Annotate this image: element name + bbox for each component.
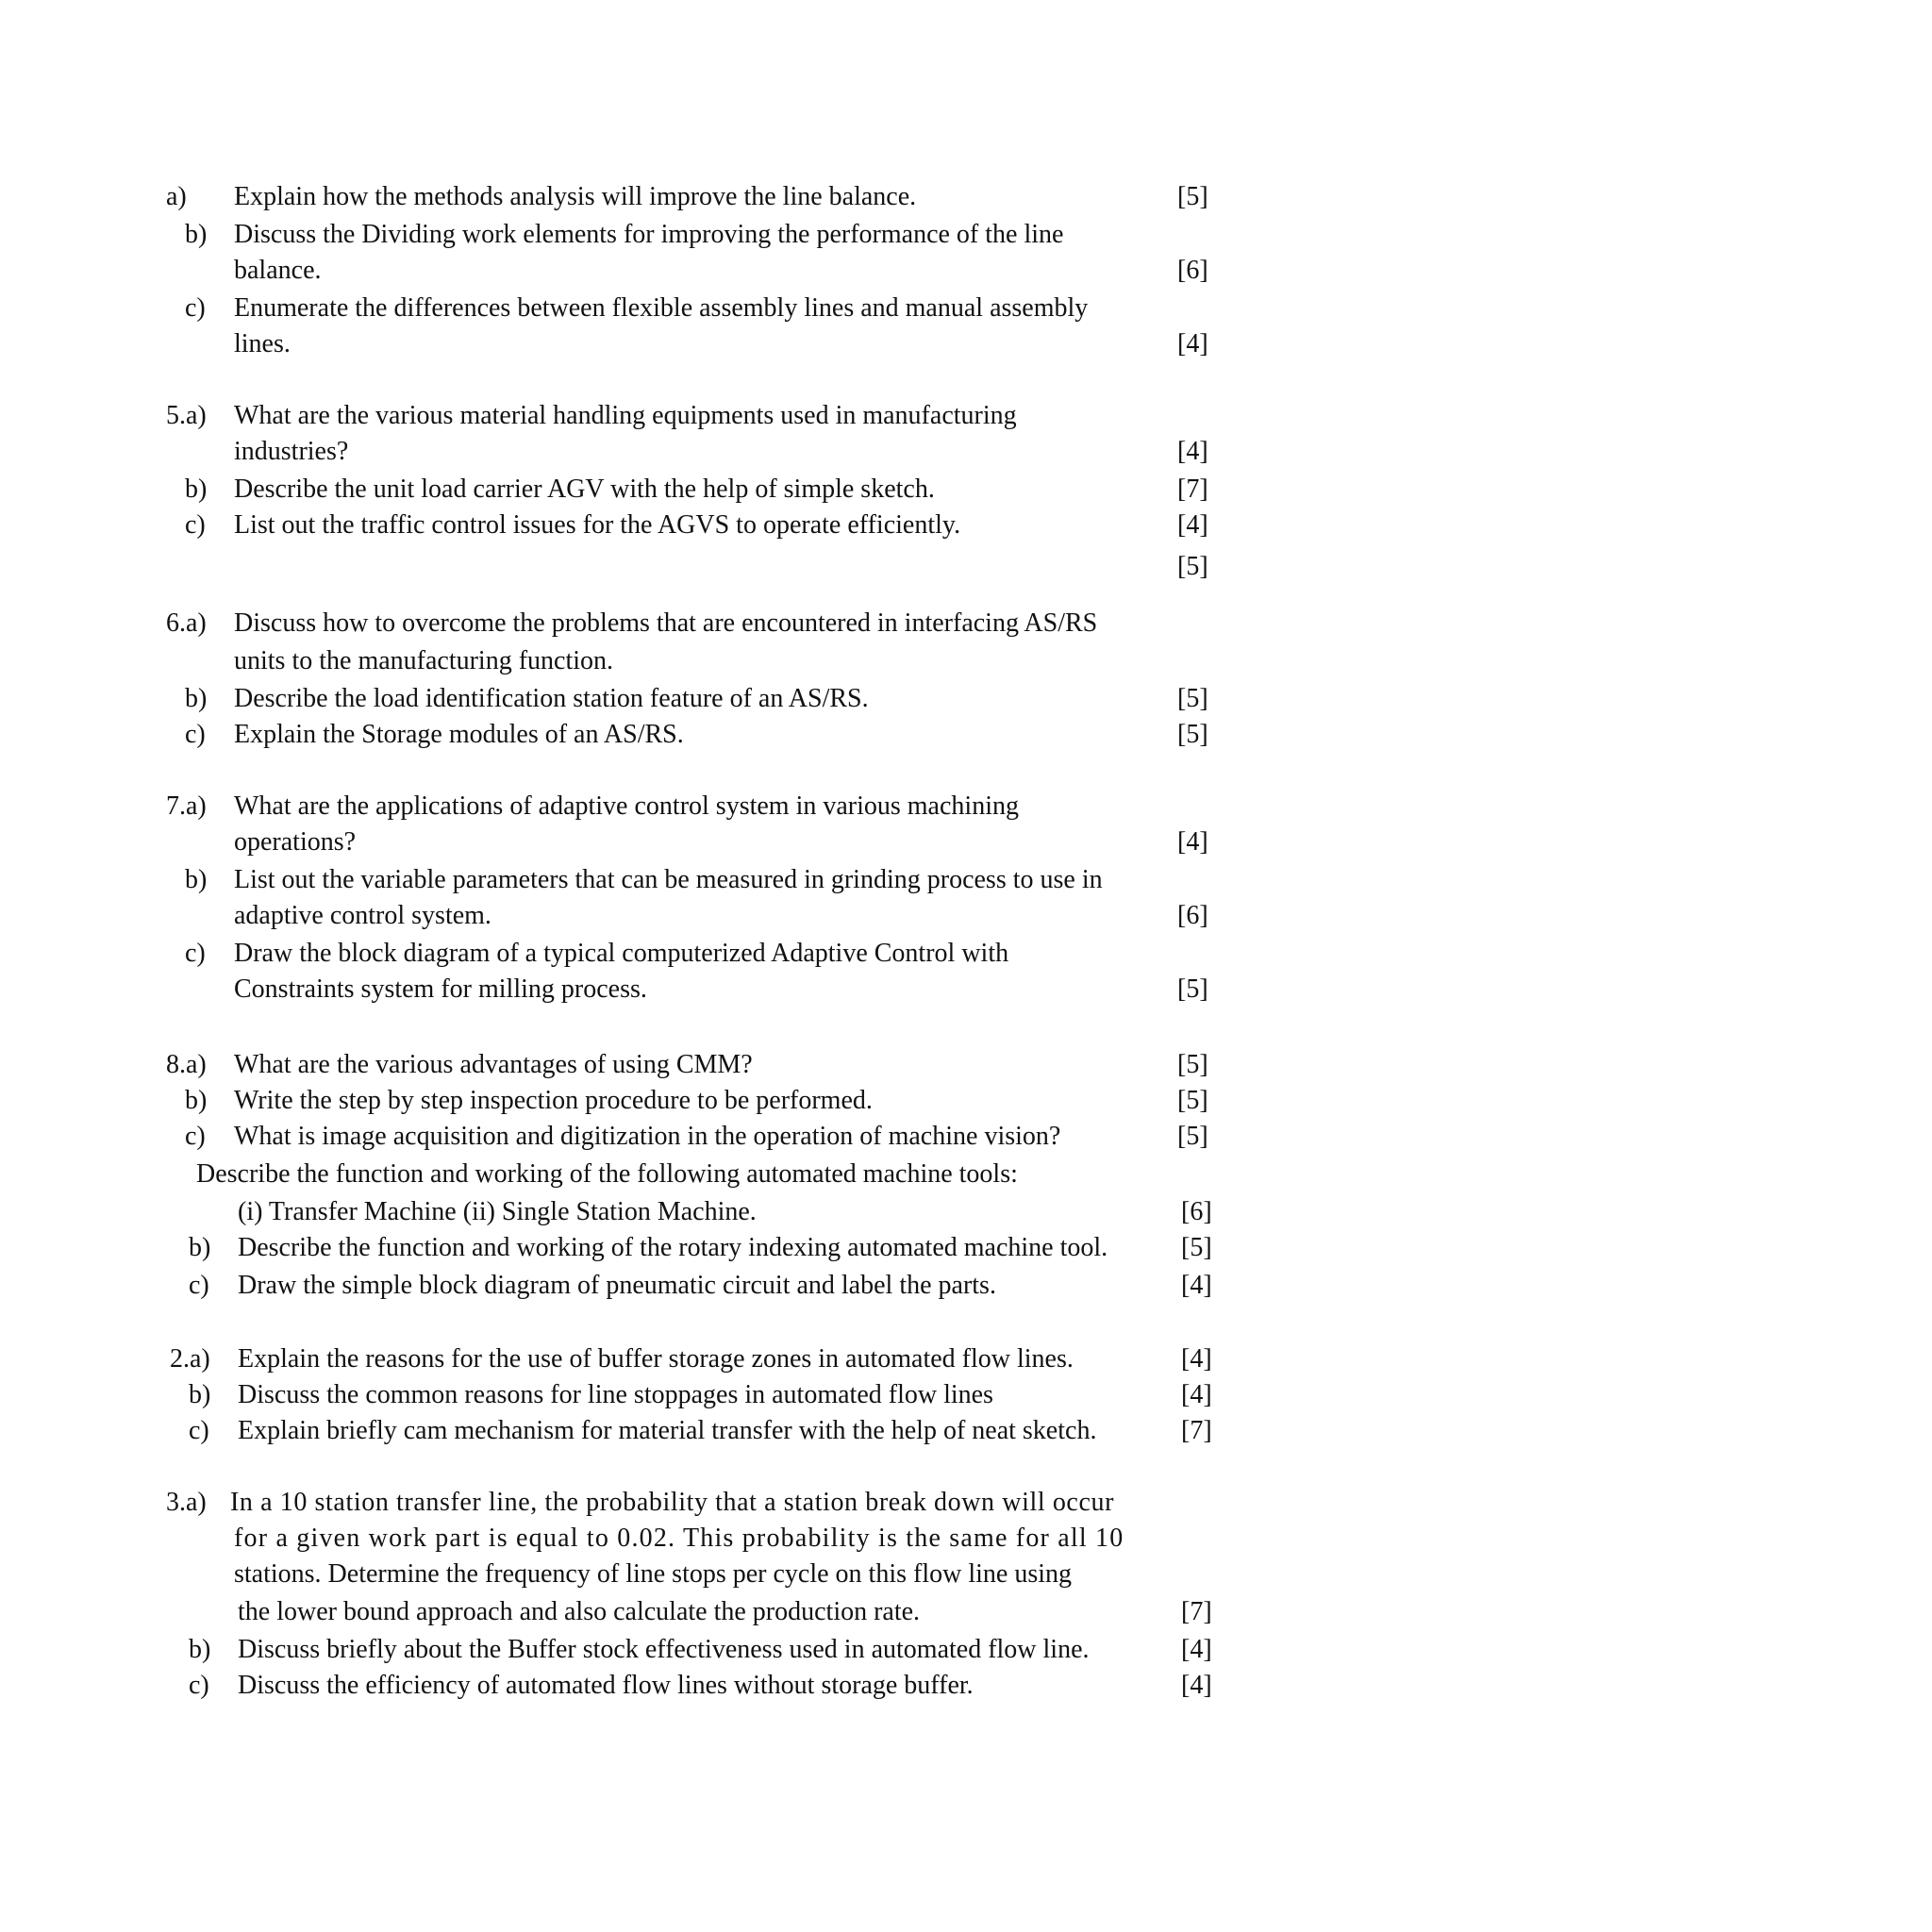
- question-text: Describe the function and working of the following automated machine tools:: [196, 1159, 1018, 1189]
- question-marks: [4]: [1181, 1271, 1212, 1300]
- question-text: Describe the function and working of the rotary indexing automated machine tool.: [238, 1233, 1108, 1262]
- question-text: the lower bound approach and also calculate the production rate.: [238, 1597, 921, 1626]
- question-text: stations. Determine the frequency of line stops per cycle on this flow line using: [234, 1559, 1073, 1589]
- question-text: adaptive control system.: [234, 901, 491, 930]
- question-marks: [4]: [1181, 1380, 1212, 1409]
- question-marks: [5]: [1181, 1233, 1212, 1262]
- question-label: b): [185, 865, 208, 894]
- question-marks: [4]: [1181, 1671, 1212, 1700]
- question-text: Constraints system for milling process.: [234, 974, 647, 1004]
- question-marks: [7]: [1181, 1416, 1212, 1445]
- question-text: Discuss briefly about the Buffer stock effectiveness used in automated flow line.: [238, 1635, 1090, 1664]
- question-text: Discuss the Dividing work elements for improving the performance of the line: [234, 220, 1064, 249]
- question-text: What is image acquisition and digitization in the operation of machine vision?: [234, 1122, 1061, 1151]
- question-label: c): [189, 1671, 209, 1700]
- question-marks: [4]: [1177, 329, 1208, 358]
- question-marks: [6]: [1177, 901, 1208, 930]
- question-text: units to the manufacturing function.: [234, 646, 614, 675]
- question-label: 3.a): [166, 1488, 207, 1517]
- question-marks: [5]: [1177, 1122, 1208, 1151]
- question-marks: [4]: [1177, 510, 1208, 540]
- question-text: Write the step by step inspection procedure to be performed.: [234, 1086, 873, 1115]
- question-text: Explain how the methods analysis will improve the line balance.: [234, 182, 917, 211]
- question-marks: [5]: [1177, 552, 1208, 581]
- question-text: Enumerate the differences between flexible assembly lines and manual assembly: [234, 293, 1089, 323]
- question-text: Draw the simple block diagram of pneumatic circuit and label the parts.: [238, 1271, 996, 1300]
- question-label: 5.a): [166, 401, 207, 430]
- question-text: In a 10 station transfer line, the probability that a station break down will occur: [230, 1488, 1114, 1517]
- question-label: 2.a): [170, 1344, 210, 1374]
- question-marks: [4]: [1181, 1635, 1212, 1664]
- question-text: Describe the unit load carrier AGV with the help of simple sketch.: [234, 475, 935, 504]
- question-marks: [6]: [1181, 1197, 1212, 1226]
- question-label: a): [166, 182, 187, 211]
- question-text: Explain briefly cam mechanism for material transfer with the help of neat sketch.: [238, 1416, 1097, 1445]
- question-text: Explain the reasons for the use of buffer storage zones in automated flow lines.: [238, 1344, 1074, 1374]
- question-label: c): [185, 720, 206, 749]
- question-label: 7.a): [166, 791, 207, 821]
- question-label: c): [189, 1416, 209, 1445]
- question-label: b): [189, 1380, 211, 1409]
- question-text: industries?: [234, 437, 349, 466]
- question-text: Describe the load identification station feature of an AS/RS.: [234, 684, 869, 713]
- question-text: What are the various advantages of using CMM?: [234, 1050, 753, 1079]
- question-text: Explain the Storage modules of an AS/RS.: [234, 720, 684, 749]
- question-text: Discuss the efficiency of automated flow lines without storage buffer.: [238, 1671, 974, 1700]
- question-text: List out the variable parameters that can be measured in grinding process to use in: [234, 865, 1103, 894]
- question-text: balance.: [234, 256, 322, 285]
- question-text: List out the traffic control issues for the AGVS to operate efficiently.: [234, 510, 961, 540]
- question-label: 8.a): [166, 1050, 207, 1079]
- question-label: 6.a): [166, 608, 207, 638]
- question-marks: [5]: [1177, 182, 1208, 211]
- question-label: c): [189, 1271, 209, 1300]
- question-text: Draw the block diagram of a typical computerized Adaptive Control with: [234, 939, 1009, 968]
- question-marks: [6]: [1177, 256, 1208, 285]
- question-text: Discuss how to overcome the problems that are encountered in interfacing AS/RS: [234, 608, 1098, 638]
- question-marks: [5]: [1177, 974, 1208, 1004]
- question-text: for a given work part is equal to 0.02. This probability is the same for all 10: [234, 1524, 1124, 1553]
- question-label: b): [185, 684, 208, 713]
- question-label: c): [185, 293, 206, 323]
- question-label: c): [185, 510, 206, 540]
- question-text: lines.: [234, 329, 291, 358]
- question-text: What are the various material handling equipments used in manufacturing: [234, 401, 1017, 430]
- question-marks: [7]: [1181, 1597, 1212, 1626]
- question-marks: [5]: [1177, 1086, 1208, 1115]
- question-marks: [5]: [1177, 720, 1208, 749]
- question-label: c): [185, 1122, 206, 1151]
- question-label: b): [185, 220, 208, 249]
- question-text: Discuss the common reasons for line stoppages in automated flow lines: [238, 1380, 993, 1409]
- question-text: What are the applications of adaptive control system in various machining: [234, 791, 1019, 821]
- question-label: b): [189, 1635, 211, 1664]
- question-label: b): [189, 1233, 211, 1262]
- question-marks: [4]: [1177, 437, 1208, 466]
- question-marks: [4]: [1177, 827, 1208, 857]
- question-label: b): [185, 475, 208, 504]
- question-marks: [4]: [1181, 1344, 1212, 1374]
- question-marks: [5]: [1177, 684, 1208, 713]
- question-label: b): [185, 1086, 208, 1115]
- question-text: (i) Transfer Machine (ii) Single Station Machine.: [238, 1197, 757, 1226]
- question-text: operations?: [234, 827, 357, 857]
- question-marks: [7]: [1177, 475, 1208, 504]
- question-marks: [5]: [1177, 1050, 1208, 1079]
- question-label: c): [185, 939, 206, 968]
